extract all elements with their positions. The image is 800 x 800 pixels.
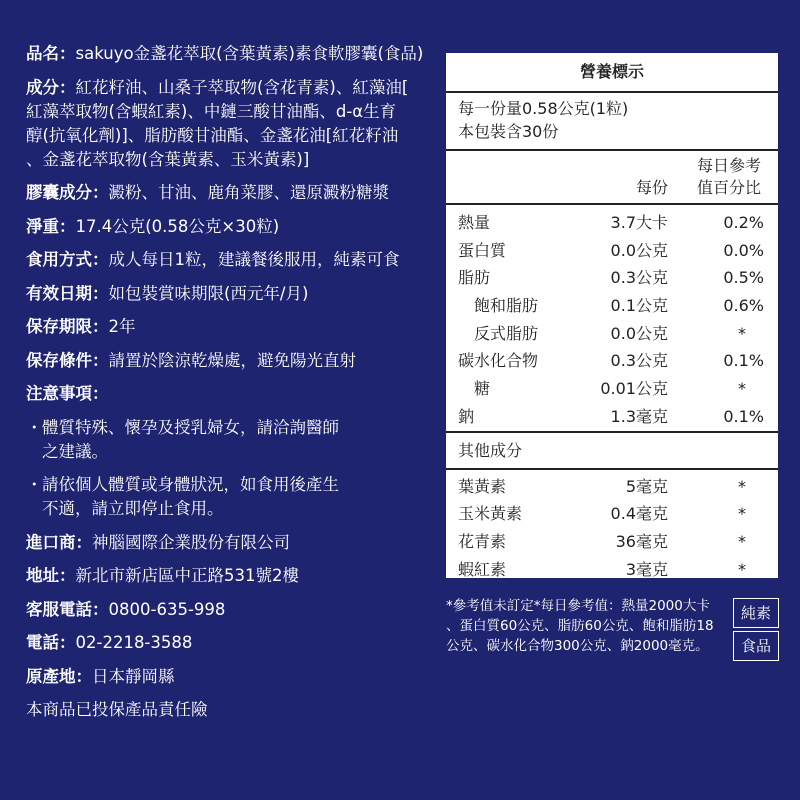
food-badge: 食品 — [733, 631, 779, 661]
column-header: 每份 每日參考 值百分比 — [446, 151, 778, 205]
product-info — [26, 42, 436, 732]
nutrition-panel — [446, 53, 778, 578]
nutrient-row: 碳水化合物 0.3公克 0.1% — [458, 351, 764, 371]
nutrient-row: 蛋白質 0.0公克 0.0% — [458, 240, 764, 260]
other-ingredient-row: 花青素 36毫克 * — [458, 531, 746, 551]
serving-info: 每一份量0.58公克(1粒) 本包裝含30份 — [446, 93, 778, 151]
vegan-badge: 純素 — [733, 598, 779, 628]
nutrient-row: 糖 0.01公克 * — [474, 379, 746, 399]
product-name: 品名：sakuyo金盞花萃取(含葉黃素)素食軟膠囊(食品) — [26, 44, 424, 63]
other-ingredient-rows — [446, 470, 778, 584]
nutrient-row: 鈉 1.3毫克 0.1% — [458, 406, 764, 426]
nutrient-row: 飽和脂肪 0.1公克 0.6% — [474, 296, 764, 316]
phone: 電話：02-2218-3588 — [26, 633, 193, 652]
other-ingredient-row: 葉黃素 5毫克 * — [458, 476, 746, 496]
origin: 原產地：日本靜岡縣 — [26, 666, 175, 686]
insurance-note: 本商品已投保產品責任險 — [26, 700, 208, 719]
other-ingredients-title: 其他成分 — [446, 433, 778, 470]
usage: 食用方式：成人每日1粒，建議餐後服用，純素可食 — [26, 250, 400, 269]
ingredients: 成分：紅花籽油、山桑子萃取物(含花青素)、紅藻油[ 紅藻萃取物(含蝦紅素)、中鏈三酸甘油酯、d-α生育 醇(抗氧化劑)]、脂肪酸甘油酯、金盞花油[紅花籽油 、金盞花萃取物(含葉黃素、玉米黃素)] — [26, 77, 409, 169]
other-ingredient-row: 蝦紅素 3毫克 * — [458, 559, 746, 579]
nutrient-rows — [446, 205, 778, 433]
nutrient-row: 脂肪 0.3公克 0.5% — [458, 268, 764, 288]
expiry-date: 有效日期：如包裝賞味期限(西元年/月) — [26, 283, 309, 303]
note-item: ・ 體質特殊、懷孕及授乳婦女，請洽詢醫師 之建議。 — [26, 417, 339, 461]
service-phone: 客服電話：0800-635-998 — [26, 599, 226, 619]
footnote: *參考值未訂定*每日參考值：熱量2000大卡 、蛋白質60公克、脂肪60公克、飽和脂肪18 公克、碳水化合物300公克、鈉2000毫克。 — [446, 598, 714, 654]
note-item: ・ 請依個人體質或身體狀況，如食用後產生 不適，請立即停止食用。 — [26, 475, 339, 518]
nutrition-title: 營養標示 — [446, 53, 778, 93]
nutrient-row: 熱量 3.7大卡 0.2% — [458, 213, 764, 232]
nutrient-row: 反式脂肪 0.0公克 * — [474, 323, 746, 343]
capsule-ingredients: 膠囊成分：澱粉、甘油、鹿角菜膠、還原澱粉糖漿 — [26, 183, 389, 202]
importer: 進口商：神腦國際企業股份有限公司 — [26, 532, 290, 552]
address: 地址：新北市新店區中正路531號2樓 — [26, 566, 299, 585]
net-weight: 淨重：17.4公克(0.58公克×30粒) — [26, 216, 280, 236]
notes-heading: 注意事項： — [26, 384, 109, 403]
storage-conditions: 保存條件：請置於陰涼乾燥處，避免陽光直射 — [26, 350, 356, 370]
shelf-life: 保存期限：2年 — [26, 317, 136, 336]
other-ingredient-row: 玉米黃素 0.4毫克 * — [458, 504, 746, 524]
